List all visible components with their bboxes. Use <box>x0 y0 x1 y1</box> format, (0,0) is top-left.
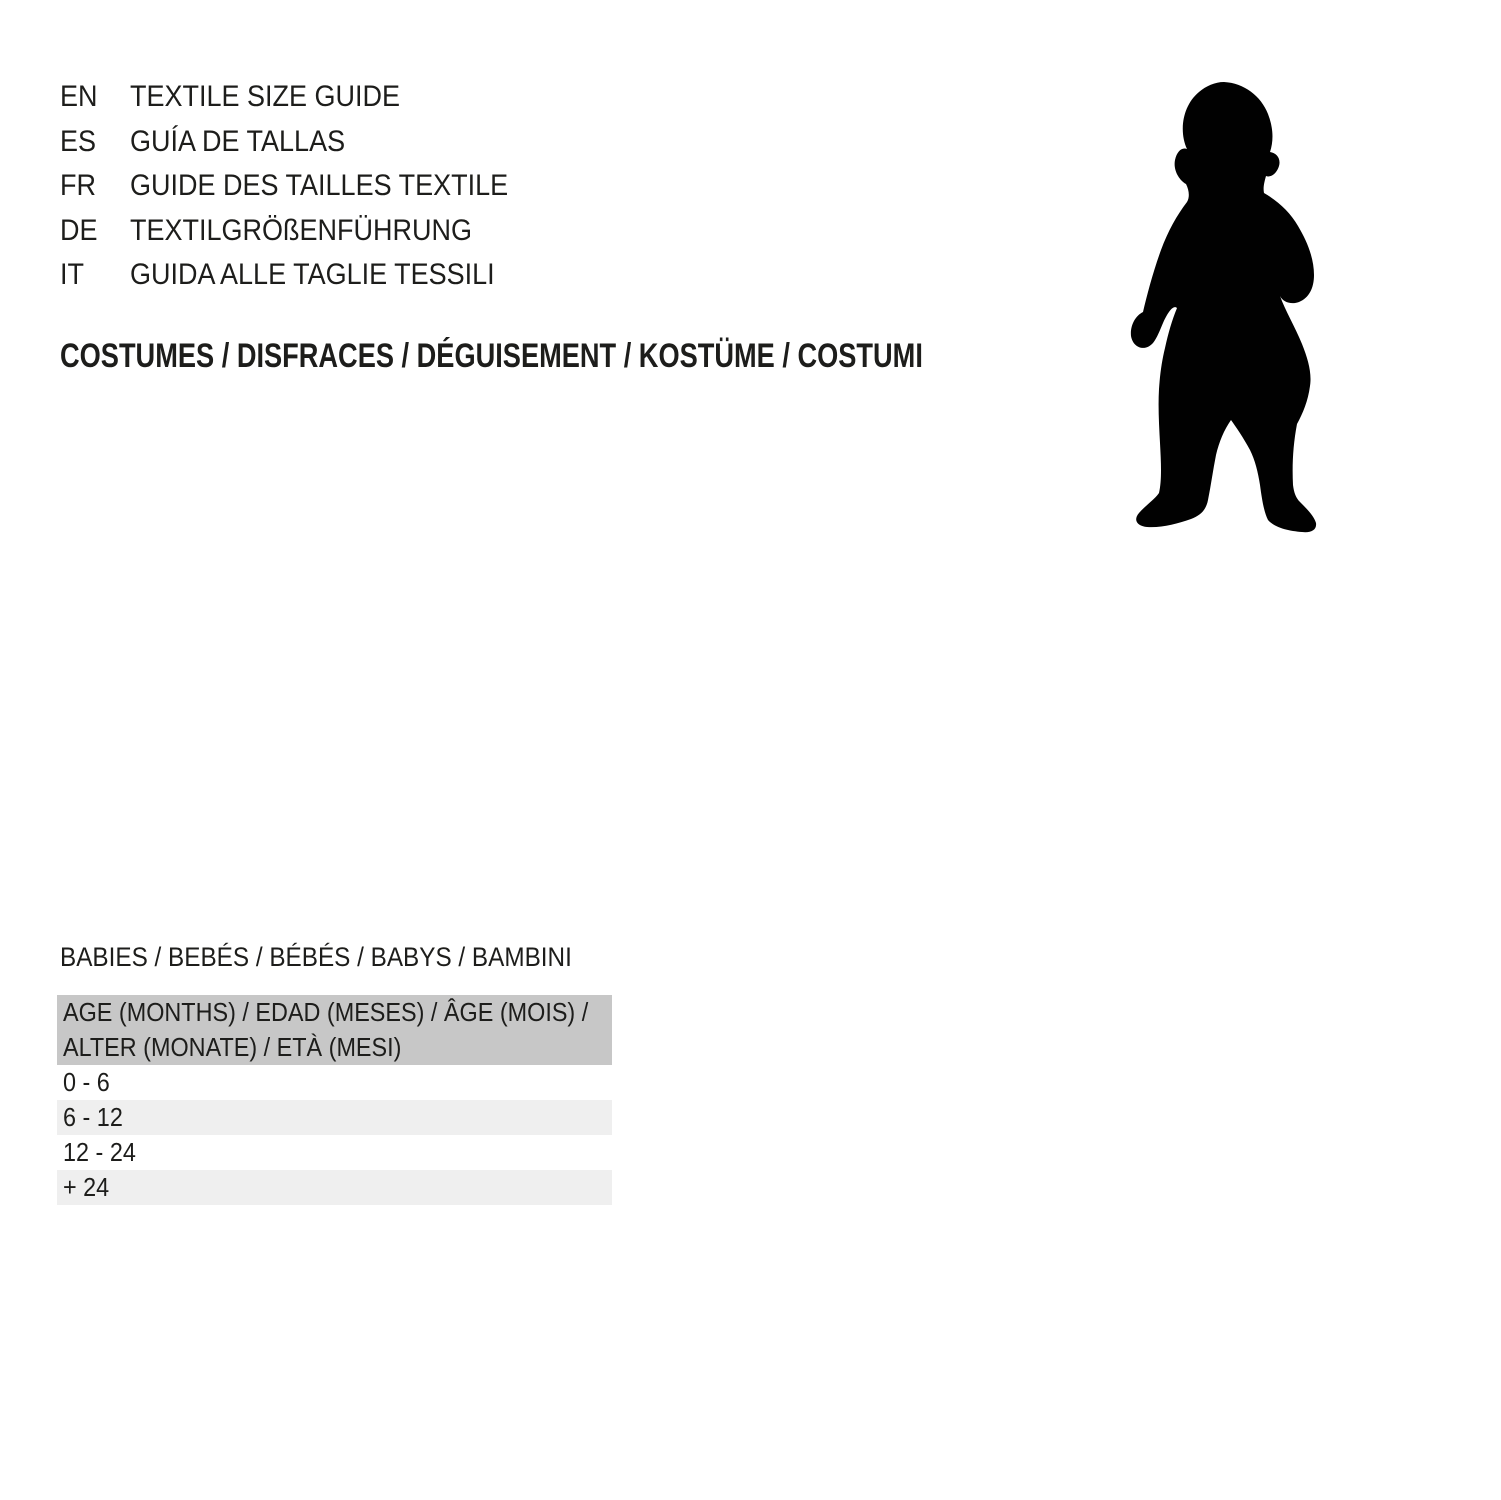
language-code: EN <box>60 80 98 113</box>
age-table-header-line-1: AGE (MONTHS) / EDAD (MESES) / ÂGE (MOIS) / <box>63 997 589 1027</box>
language-code: ES <box>60 124 97 158</box>
language-title: GUÍA DE TALLAS <box>130 124 346 158</box>
age-range-value: 12 - 24 <box>63 1137 136 1167</box>
language-code: FR <box>60 169 96 202</box>
age-range-value: 6 - 12 <box>63 1102 123 1132</box>
table-row <box>57 1065 612 1100</box>
table-row <box>57 1170 612 1205</box>
table-row <box>57 1100 612 1135</box>
age-range-value: + 24 <box>63 1172 110 1202</box>
babies-section-title <box>60 941 629 973</box>
category-heading-text: COSTUMES / DISFRACES / DÉGUISEMENT / KOSTÜME / COSTUMI <box>60 337 923 375</box>
baby-silhouette-icon <box>1127 80 1317 537</box>
age-table-header-line-2: ALTER (MONATE) / ETÀ (MESI) <box>63 1032 402 1062</box>
language-title: GUIDA ALLE TAGLIE TESSILI <box>130 258 495 291</box>
age-table-header <box>57 995 612 1065</box>
language-code: IT <box>60 258 85 291</box>
table-row <box>57 1135 612 1170</box>
category-heading <box>60 338 1139 374</box>
age-size-table <box>57 995 612 1205</box>
language-code: DE <box>60 213 98 247</box>
language-title: TEXTILE SIZE GUIDE <box>130 80 401 113</box>
language-title: TEXTILGRÖßENFÜHRUNG <box>130 213 473 247</box>
language-title: GUIDE DES TAILLES TEXTILE <box>130 169 509 202</box>
age-range-value: 0 - 6 <box>63 1067 110 1097</box>
babies-section-title-text: BABIES / BEBÉS / BÉBÉS / BABYS / BAMBINI <box>60 942 572 972</box>
